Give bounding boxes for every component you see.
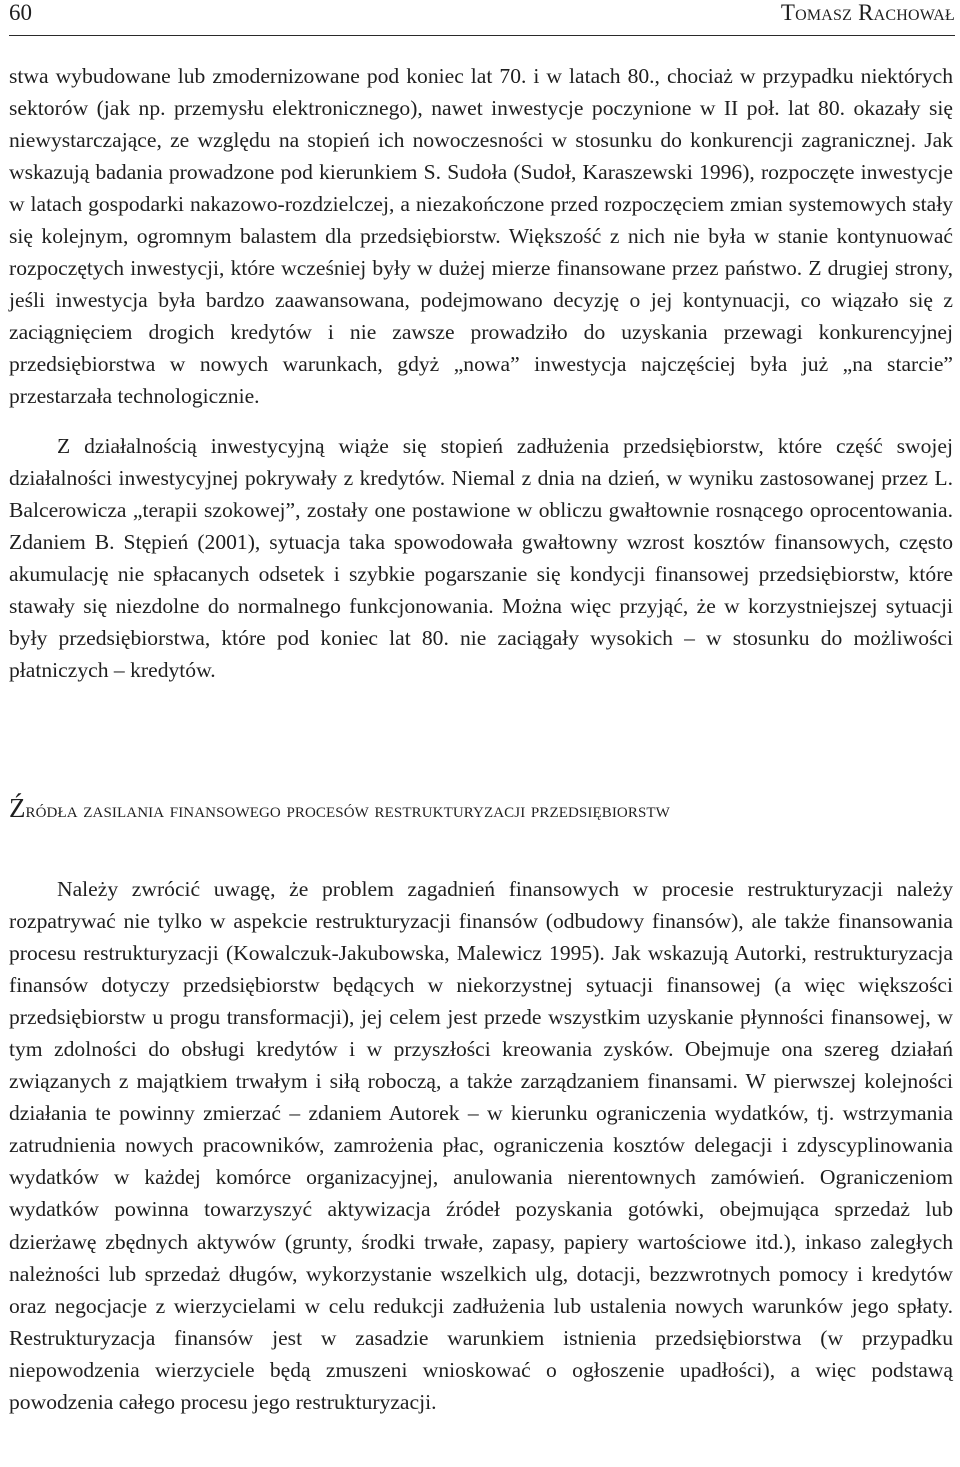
section-heading-initial: Ź — [9, 793, 26, 823]
paragraph-3: Należy zwrócić uwagę, że problem zagadnień finansowych w procesie restrukturyzacji należy rozpatrywać nie tylko w aspekcie restrukturyzacji finansów (odbudowy finansów), ale także finansowania procesu restrukturyzacji (Kowalczuk-Jakubowska, Malewicz 1995). Jak wskazują Autorki, restrukturyzacja finansów dotyczy przedsiębiorstw będących w niekorzystnej sytuacji finansowej (a więc większości przedsiębiorstw u progu transformacji), jej celem jest przede wszystkim uzyskanie płynności finansowej, w tym zdolności do obsługi kredytów i w przyszłości kreowania zysków. Obejmuje ona szereg działań związanych z majątkiem trwałym i siłą roboczą, a także zarządzaniem finansami. W pierwszej kolejności działania te powinny zmierzać – zdaniem Autorek – w kierunku ograniczenia wydatków, tj. wstrzymania zatrudnienia nowych pracowników, zamrożenia płac, ograniczenia kosztów delegacji i zdyscyplinowania wydatków w każdej komórce organizacyjnej, anulowania nierentownych zamówień. Ograniczeniom wydatków powinna towarzyszyć aktywizacja źródeł pozyskania gotówki, obejmująca sprzedaż lub dzierżawę zbędnych aktywów (grunty, środki trwałe, zapasy, papiery wartościowe itd.), inkaso zaległych należności lub sprzedaż długów, wykorzystanie wszelkich ulg, dotacji, bezzwrotnych pomocy i kredytów oraz negocjacje z wierzycielami w celu redukcji zadłużenia lub ustalenia nowych warunków jego spłaty. Restrukturyzacja finansów jest w zasadzie warunkiem istnienia przedsiębiorstwa (w przypadku niepowodzenia wierzyciele będą zmuszeni wnioskować o ogłoszenie upadłości), a więc podstawą powodzenia całego procesu jego restrukturyzacji. — [9, 877, 953, 1414]
page-number: 60 — [9, 0, 32, 25]
section-heading — [9, 793, 953, 825]
paragraph-2: Z działalnością inwestycyjną wiąże się stopień zadłużenia przedsiębiorstw, które część swojej działalności inwestycyjnej pokrywały z kredytów. Niemal z dnia na dzień, w wyniku zastosowanej przez L. Balcerowicza „terapii szokowej”, zostały one postawione w obliczu gwałtownie rosnącego oprocentowania. Zdaniem B. Stępień (2001), sytuacja taka spowodowała gwałtowny wzrost kosztów finansowych, często akumulację nie spłacanych odsetek i szybkie pogarszanie się kondycji finansowej przedsiębiorstw, które stawały się niezdolne do normalnego funkcjonowania. Można więc przyjąć, że w korzystniejszej sytuacji były przedsiębiorstwa, które pod koniec lat 80. nie zaciągały wysokich – w stosunku do możliwości płatniczych – kredytów. — [9, 434, 953, 683]
paragraph-1: stwa wybudowane lub zmodernizowane pod koniec lat 70. i w latach 80., chociaż w przypadku niektórych sektorów (jak np. przemysłu elektronicznego), nawet inwestycje poczynione w II poł. lat 80. okazały się niewystarczające, ze względu na stopień ich nowoczesności w stosunku do konkurencji zagranicznej. Jak wskazują badania prowadzone pod kierunkiem S. Sudoła (Sudoł, Karaszewski 1996), rozpoczęte inwestycje w latach gospodarki nakazowo-rozdzielczej, a niezakończone przed rozpoczęciem zmian systemowych stały się kolejnym, ogromnym balastem dla przedsiębiorstw. Większość z nich nie była w stanie kontynuować rozpoczętych inwestycji, które wcześniej były w dużej mierze finansowane przez państwo. Z drugiej strony, jeśli inwestycja była bardzo zaawansowana, podejmowano decyzję o jej kontynuacji, co wiązało się z zaciągnięciem drogich kredytów i nie zawsze prowadziło do uzyskania przewagi konkurencyjnej przedsiębiorstwa w nowych warunkach, gdyż „nowa” inwestycja najczęściej była już „na starcie” przestarzała technologicznie. — [9, 64, 953, 409]
running-head-author: Tomasz Rachował — [780, 0, 955, 25]
header-rule — [9, 35, 955, 36]
running-head — [9, 0, 955, 26]
section-heading-rest: ródła zasilania finansowego procesów restrukturyzacji przedsiębiorstw — [25, 797, 670, 822]
